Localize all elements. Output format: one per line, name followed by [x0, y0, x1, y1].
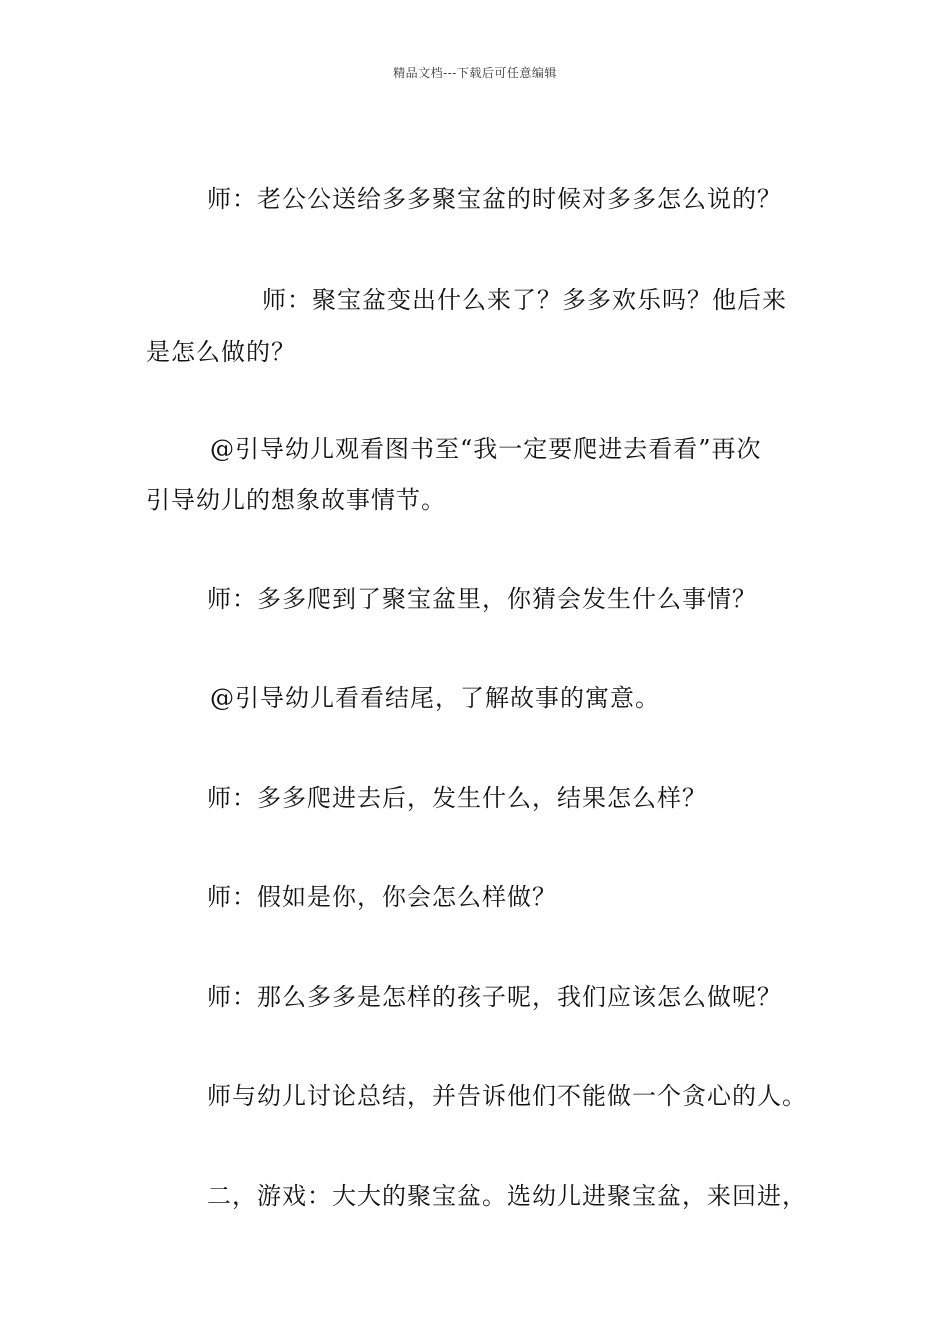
paragraph-line: 师与幼儿讨论总结，并告诉他们不能做一个贪心的人。	[207, 1082, 807, 1110]
paragraph-line: 二，游戏：大大的聚宝盆。选幼儿进聚宝盆，来回进，	[207, 1182, 807, 1210]
paragraph-line: 师：那么多多是怎样的孩子呢，我们应该怎么做呢？	[207, 983, 782, 1011]
paragraph-line: 师：老公公送给多多聚宝盆的时候对多多怎么说的？	[207, 185, 782, 213]
page-header: 精品文档---下载后可任意编辑	[393, 66, 557, 80]
paragraph-line: 引导幼儿的想象故事情节。	[146, 486, 446, 514]
paragraph-line: 师：多多爬进去后，发生什么，结果怎么样？	[207, 784, 707, 812]
paragraph-line: 是怎么做的？	[146, 338, 296, 366]
paragraph-line: 师：聚宝盆变出什么来了？多多欢乐吗？他后来	[262, 286, 787, 314]
paragraph-line: @引导幼儿看看结尾，了解故事的寓意。	[210, 684, 660, 712]
paragraph-line: 师：假如是你，你会怎么样做？	[207, 883, 557, 911]
paragraph-line: 师：多多爬到了聚宝盆里，你猜会发生什么事情？	[207, 585, 757, 613]
paragraph-line: @引导幼儿观看图书至“我一定要爬进去看看”再次	[210, 435, 762, 463]
